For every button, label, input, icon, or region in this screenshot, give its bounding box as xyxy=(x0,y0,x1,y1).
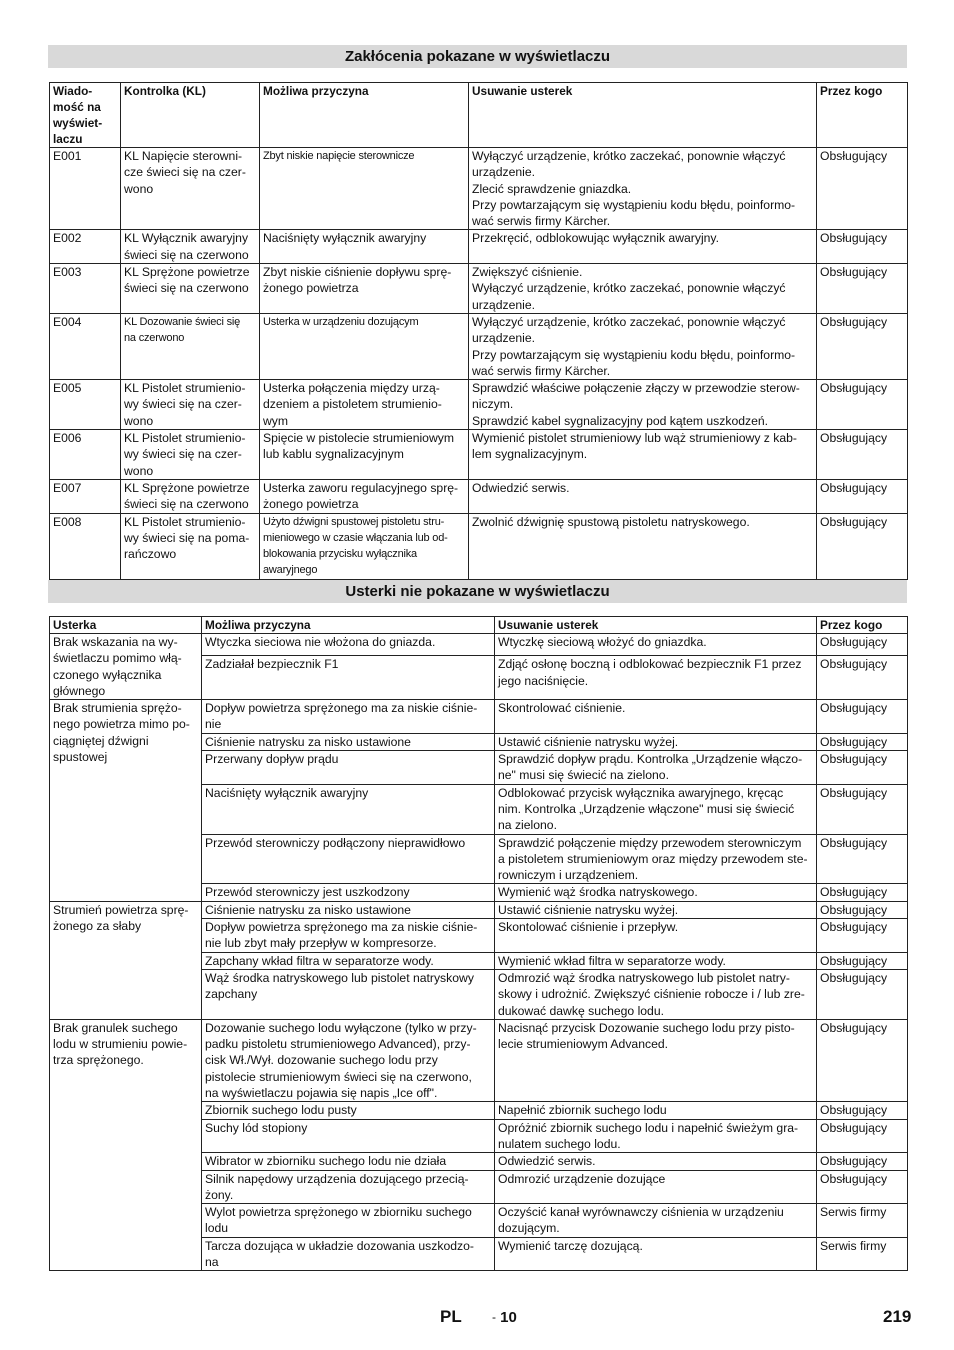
possible-cause: Wibrator w zbiorniku suchego lodu nie działa xyxy=(202,1153,495,1170)
possible-cause: Tarcza dozująca w układzie dozowania uszkodzo- na xyxy=(202,1237,495,1271)
table-row xyxy=(50,700,908,734)
table-row xyxy=(50,513,908,579)
possible-cause: Przerwany dopływ prądu xyxy=(202,751,495,785)
remedy: Odwiedzić serwis. xyxy=(469,479,817,513)
indicator-light: KL Wyłącznik awaryjny świeci się na czerwono xyxy=(121,230,260,264)
fault-description: Brak wskazania na wy- świetlaczu pomimo włą- czonego wyłącznika głównego xyxy=(50,634,202,700)
by-whom: Obsługujący xyxy=(817,380,908,430)
remedy: Skontolować ciśnienie i przepływ. xyxy=(495,919,817,953)
remedy: Sprawdzić właściwe połączenie złączy w przewodzie sterow- niczym. Sprawdzić kabel sygnalizacyjny pod kątem uszkodzeń. xyxy=(469,380,817,430)
table-row xyxy=(50,313,908,379)
remedy: Skontrolować ciśnienie. xyxy=(495,700,817,734)
message-code: E002 xyxy=(50,230,121,264)
column-header-indicator: Kontrolka (KL) xyxy=(121,83,260,148)
possible-cause: Przewód sterowniczy podłączony nieprawidłowo xyxy=(202,834,495,884)
remedy: Wyłączyć urządzenie, krótko zaczekać, ponownie włączyć urządzenie. Przy powtarzającym się wystąpieniu kodu błędu, poinformo- wać serwis firmy Kärcher. xyxy=(469,313,817,379)
possible-cause: Spięcie w pistolecie strumieniowym lub kablu sygnalizacyjnym xyxy=(260,430,469,480)
by-whom: Serwis firmy xyxy=(817,1237,908,1271)
section-title-undisplayed-faults: Usterki nie pokazane w wyświetlaczu xyxy=(48,580,907,603)
remedy: Wymienić pistolet strumieniowy lub wąż strumieniowy z kab- lem sygnalizacyjnym. xyxy=(469,430,817,480)
possible-cause: Silnik napędowy urządzenia dozującego przecią- żony. xyxy=(202,1170,495,1204)
by-whom: Obsługujący xyxy=(817,230,908,264)
column-header-remedy: Usuwanie usterek xyxy=(495,617,817,634)
message-code: E001 xyxy=(50,148,121,230)
possible-cause: Użyto dźwigni spustowej pistoletu stru- mieniowego w czasie włączania lub od- blokowania przycisku wyłącznika awaryjnego xyxy=(260,513,469,579)
possible-cause: Zbyt niskie ciśnienie dopływu sprę- żonego powietrza xyxy=(260,264,469,314)
by-whom: Obsługujący xyxy=(817,479,908,513)
by-whom: Obsługujący xyxy=(817,919,908,953)
column-header-by-whom: Przez kogo xyxy=(817,83,908,148)
possible-cause: Suchy lód stopiony xyxy=(202,1119,495,1153)
indicator-light: KL Pistolet strumienio- wy świeci się na czer- wono xyxy=(121,430,260,480)
table-row xyxy=(50,479,908,513)
remedy: Przekręcić, odblokowując wyłącznik awaryjny. xyxy=(469,230,817,264)
possible-cause: Dopływ powietrza sprężonego ma za niskie ciśnie- nie lub zbyt mały przepływ w kompresorze. xyxy=(202,919,495,953)
remedy: Odblokować przycisk wyłącznika awaryjnego, kręcąc nim. Kontrolka „Urządzenie włączone" musi się świecić na zielono. xyxy=(495,784,817,834)
column-header-remedy: Usuwanie usterek xyxy=(469,83,817,148)
possible-cause: Wtyczka sieciowa nie włożona do gniazda. xyxy=(202,634,495,656)
table-row xyxy=(50,230,908,264)
message-code: E004 xyxy=(50,313,121,379)
remedy: Odmrozić urządzenie dozujące xyxy=(495,1170,817,1204)
table-row xyxy=(50,634,908,656)
remedy: Zwiększyć ciśnienie. Wyłączyć urządzenie, krótko zaczekać, ponownie włączyć urządzenie. xyxy=(469,264,817,314)
table-row xyxy=(50,264,908,314)
remedy: Sprawdzić dopływ prądu. Kontrolka „Urządzenie włączo- ne" musi się świecić na zielono. xyxy=(495,751,817,785)
by-whom: Obsługujący xyxy=(817,634,908,656)
by-whom: Obsługujący xyxy=(817,313,908,379)
table-row xyxy=(50,380,908,430)
message-code: E007 xyxy=(50,479,121,513)
remedy: Napełnić zbiornik suchego lodu xyxy=(495,1102,817,1119)
by-whom: Obsługujący xyxy=(817,1153,908,1170)
by-whom: Obsługujący xyxy=(817,656,908,700)
possible-cause: Usterka zaworu regulacyjnego sprę- żonego powietrza xyxy=(260,479,469,513)
undisplayed-faults-table xyxy=(49,616,908,1271)
table-header-row xyxy=(50,617,908,634)
possible-cause: Ciśnienie natrysku za nisko ustawione xyxy=(202,733,495,750)
table-row xyxy=(50,148,908,230)
column-header-message: Wiado- mość na wyświet- laczu xyxy=(50,83,121,148)
possible-cause: Wylot powietrza sprężonego w zbiorniku suchego lodu xyxy=(202,1204,495,1238)
by-whom: Obsługujący xyxy=(817,1019,908,1101)
column-header-cause: Możliwa przyczyna xyxy=(260,83,469,148)
by-whom: Obsługujący xyxy=(817,430,908,480)
by-whom: Obsługujący xyxy=(817,969,908,1019)
by-whom: Obsługujący xyxy=(817,784,908,834)
by-whom: Obsługujący xyxy=(817,264,908,314)
by-whom: Obsługujący xyxy=(817,1102,908,1119)
remedy: Wyłączyć urządzenie, krótko zaczekać, ponownie włączyć urządzenie. Zlecić sprawdzenie gniazdka. Przy powtarzającym się wystąpieniu kodu błędu, poinformo- wać serwis firmy Kärcher. xyxy=(469,148,817,230)
fault-description: Strumień powietrza sprę- żonego za słaby xyxy=(50,901,202,1019)
indicator-light: KL Napięcie sterowni- cze świeci się na czer- wono xyxy=(121,148,260,230)
by-whom: Obsługujący xyxy=(817,148,908,230)
footer-page-number: 219 xyxy=(883,1307,912,1326)
remedy: Wymienić wkład filtra w separatorze wody. xyxy=(495,952,817,969)
remedy: Opróżnić zbiornik suchego lodu i napełnić świeżym gra- nulatem suchego lodu. xyxy=(495,1119,817,1153)
possible-cause: Usterka połączenia między urzą- dzeniem a pistoletem strumienio- wym xyxy=(260,380,469,430)
possible-cause: Naciśnięty wyłącznik awaryjny xyxy=(202,784,495,834)
remedy: Ustawić ciśnienie natrysku wyżej. xyxy=(495,901,817,918)
message-code: E003 xyxy=(50,264,121,314)
remedy: Sprawdzić połączenie między przewodem sterowniczym a pistoletem strumieniowym oraz między przewodem ste- rowniczym i urządzeniem. xyxy=(495,834,817,884)
by-whom: Obsługujący xyxy=(817,834,908,884)
message-code: E008 xyxy=(50,513,121,579)
remedy: Wymienić wąż środka natryskowego. xyxy=(495,884,817,901)
indicator-light: KL Pistolet strumienio- wy świeci się na poma- rańczowo xyxy=(121,513,260,579)
fault-description: Brak strumienia sprężo- nego powietrza mimo po- ciągniętej dźwigni spustowej xyxy=(50,700,202,902)
possible-cause: Ciśnienie natrysku za nisko ustawione xyxy=(202,901,495,918)
table-row xyxy=(50,430,908,480)
message-code: E005 xyxy=(50,380,121,430)
indicator-light: KL Dozowanie świeci się na czerwono xyxy=(121,313,260,379)
by-whom: Obsługujący xyxy=(817,884,908,901)
possible-cause: Zadziałał bezpiecznik F1 xyxy=(202,656,495,700)
by-whom: Obsługujący xyxy=(817,952,908,969)
section-title-displayed-faults: Zakłócenia pokazane w wyświetlaczu xyxy=(48,45,907,68)
possible-cause: Naciśnięty wyłącznik awaryjny xyxy=(260,230,469,264)
remedy: Odwiedzić serwis. xyxy=(495,1153,817,1170)
possible-cause: Przewód sterowniczy jest uszkodzony xyxy=(202,884,495,901)
by-whom: Obsługujący xyxy=(817,1170,908,1204)
column-header-by-whom: Przez kogo xyxy=(817,617,908,634)
fault-description: Brak granulek suchego lodu w strumieniu powie- trza sprężonego. xyxy=(50,1019,202,1270)
remedy: Zdjąć osłonę boczną i odblokować bezpiecznik F1 przez jego naciśnięcie. xyxy=(495,656,817,700)
indicator-light: KL Sprężone powietrze świeci się na czerwono xyxy=(121,479,260,513)
by-whom: Obsługujący xyxy=(817,513,908,579)
remedy: Oczyścić kanał wyrównawczy ciśnienia w urządzeniu dozującym. xyxy=(495,1204,817,1238)
indicator-light: KL Pistolet strumienio- wy świeci się na czer- wono xyxy=(121,380,260,430)
indicator-light: KL Sprężone powietrze świeci się na czerwono xyxy=(121,264,260,314)
possible-cause: Usterka w urządzeniu dozującym xyxy=(260,313,469,379)
by-whom: Obsługujący xyxy=(817,700,908,734)
possible-cause: Dopływ powietrza sprężonego ma za niskie ciśnie- nie xyxy=(202,700,495,734)
by-whom: Obsługujący xyxy=(817,751,908,785)
remedy: Wtyczkę sieciową włożyć do gniazdka. xyxy=(495,634,817,656)
possible-cause: Dozowanie suchego lodu wyłączone (tylko w przy- padku pistoletu strumieniowego Advanced), przy- cisk Wł./Wył. dozowanie suchego lodu przy pistolecie strumieniowym świeci się na czerwono, na wyświetlaczu pojawia się napis „Ice off". xyxy=(202,1019,495,1101)
footer-section-page: - 10 xyxy=(492,1309,517,1326)
remedy: Zwolnić dźwignię spustową pistoletu natryskowego. xyxy=(469,513,817,579)
remedy: Wymienić tarczę dozującą. xyxy=(495,1237,817,1271)
possible-cause: Zapchany wkład filtra w separatorze wody. xyxy=(202,952,495,969)
by-whom: Obsługujący xyxy=(817,1119,908,1153)
by-whom: Obsługujący xyxy=(817,901,908,918)
column-header-fault: Usterka xyxy=(50,617,202,634)
remedy: Nacisnąć przycisk Dozowanie suchego lodu przy pisto- lecie strumieniowym Advanced. xyxy=(495,1019,817,1101)
by-whom: Serwis firmy xyxy=(817,1204,908,1238)
footer-language: PL xyxy=(440,1307,462,1326)
message-code: E006 xyxy=(50,430,121,480)
possible-cause: Wąż środka natryskowego lub pistolet natryskowy zapchany xyxy=(202,969,495,1019)
remedy: Ustawić ciśnienie natrysku wyżej. xyxy=(495,733,817,750)
possible-cause: Zbiornik suchego lodu pusty xyxy=(202,1102,495,1119)
table-header-row xyxy=(50,83,908,148)
table-row xyxy=(50,1019,908,1101)
remedy: Odmrozić wąż środka natryskowego lub pistolet natry- skowy i udrożnić. Zwiększyć ciśnienie robocze i / lub zre- dukować dawkę suchego lodu. xyxy=(495,969,817,1019)
displayed-faults-table xyxy=(49,82,908,580)
possible-cause: Zbyt niskie napięcie sterownicze xyxy=(260,148,469,230)
by-whom: Obsługujący xyxy=(817,733,908,750)
column-header-cause: Możliwa przyczyna xyxy=(202,617,495,634)
table-row xyxy=(50,901,908,918)
